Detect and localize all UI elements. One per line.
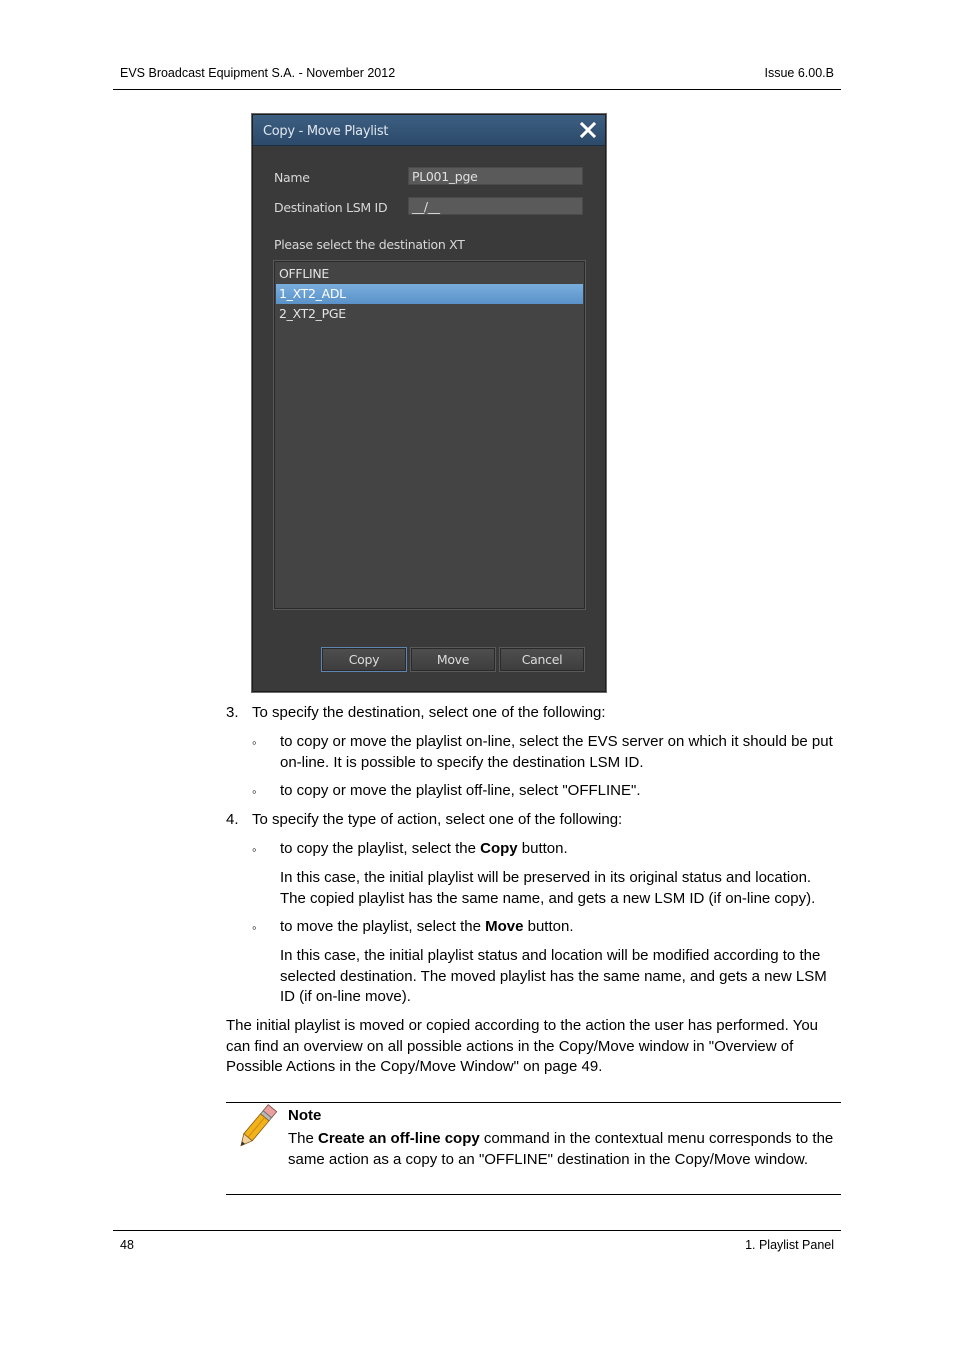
bullet-paragraph: In this case, the initial playlist will be preserved in its original status and location. The copied playlist has the same name, and gets a new LSM ID (if on-line copy).: [280, 869, 816, 907]
pencil-icon: [232, 1104, 280, 1150]
text-run: button.: [523, 918, 574, 935]
lsm-label: Destination LSM ID: [274, 200, 388, 215]
select-destination-label: Please select the destination XT: [274, 237, 465, 252]
copy-button[interactable]: Copy: [322, 648, 406, 671]
step-text: To specify the destination, select one of the following:: [252, 704, 606, 721]
text-run: to copy the playlist, select the: [280, 840, 481, 857]
text-run: command in the contextual menu corresponds to the same action as a copy to an "OFFLINE" destination in the Copy/Move window.: [288, 1130, 834, 1168]
footer-rule: [113, 1230, 841, 1231]
note-top-rule: [226, 1102, 841, 1103]
bullet-paragraph: In this case, the initial playlist status and location will be modified according to the selected destination. The moved playlist has the same name, and gets a new LSM ID (if on-line move).: [280, 947, 827, 1005]
step-number: 4.: [226, 811, 239, 828]
step-text: To specify the type of action, select one of the following:: [252, 811, 623, 828]
footer-chapter: 1. Playlist Panel: [745, 1238, 834, 1252]
destination-list[interactable]: [274, 261, 585, 609]
dialog-title: Copy - Move Playlist: [263, 124, 389, 139]
bullet-text: to copy or move the playlist on-line, select the EVS server on which it should be put on-line. It is possible to specify the destination LSM ID.: [280, 733, 833, 771]
note-text: [288, 1129, 838, 1170]
step-number: 3.: [226, 704, 239, 721]
list-item[interactable]: 2_XT2_PGE: [279, 306, 346, 321]
list-item-selected[interactable]: 1_XT2_ADL: [276, 284, 583, 304]
bullet-text: to copy or move the playlist off-line, select "OFFLINE".: [280, 782, 641, 799]
name-label: Name: [274, 170, 310, 185]
move-bold: Move: [485, 918, 524, 935]
dialog-titlebar: [253, 115, 605, 146]
header-left: EVS Broadcast Equipment S.A. - November 2012: [120, 66, 396, 80]
copy-move-dialog: [252, 114, 606, 692]
bullet-icon: ◦: [252, 784, 257, 799]
text-run: button.: [517, 840, 568, 857]
command-bold: Create an off-line copy: [318, 1130, 480, 1147]
header-rule: [113, 89, 841, 90]
cancel-button[interactable]: Cancel: [500, 648, 584, 671]
move-button[interactable]: Move: [411, 648, 495, 671]
bullet-text: [280, 917, 840, 938]
list-item[interactable]: OFFLINE: [279, 266, 330, 281]
bullet-icon: ◦: [252, 920, 257, 935]
text-run: The: [288, 1130, 319, 1147]
bullet-text: [280, 839, 840, 860]
page-number: 48: [120, 1238, 134, 1252]
name-field[interactable]: PL001_pge: [408, 167, 583, 185]
note-bottom-rule: [226, 1194, 841, 1195]
bullet-icon: ◦: [252, 735, 257, 750]
closing-paragraph: The initial playlist is moved or copied according to the action the user has performed. You can find an overview on all possible actions in the Copy/Move window in "Overview of Possible Actions in the Copy/Move Window" on page 49.: [226, 1017, 819, 1075]
copy-bold: Copy: [480, 840, 518, 857]
bullet-icon: ◦: [252, 842, 257, 857]
note-title: Note: [288, 1107, 322, 1124]
close-icon[interactable]: [578, 120, 598, 140]
text-run: to move the playlist, select the: [280, 918, 486, 935]
header-right: Issue 6.00.B: [764, 66, 834, 80]
lsm-id-field[interactable]: __/__: [408, 197, 583, 215]
